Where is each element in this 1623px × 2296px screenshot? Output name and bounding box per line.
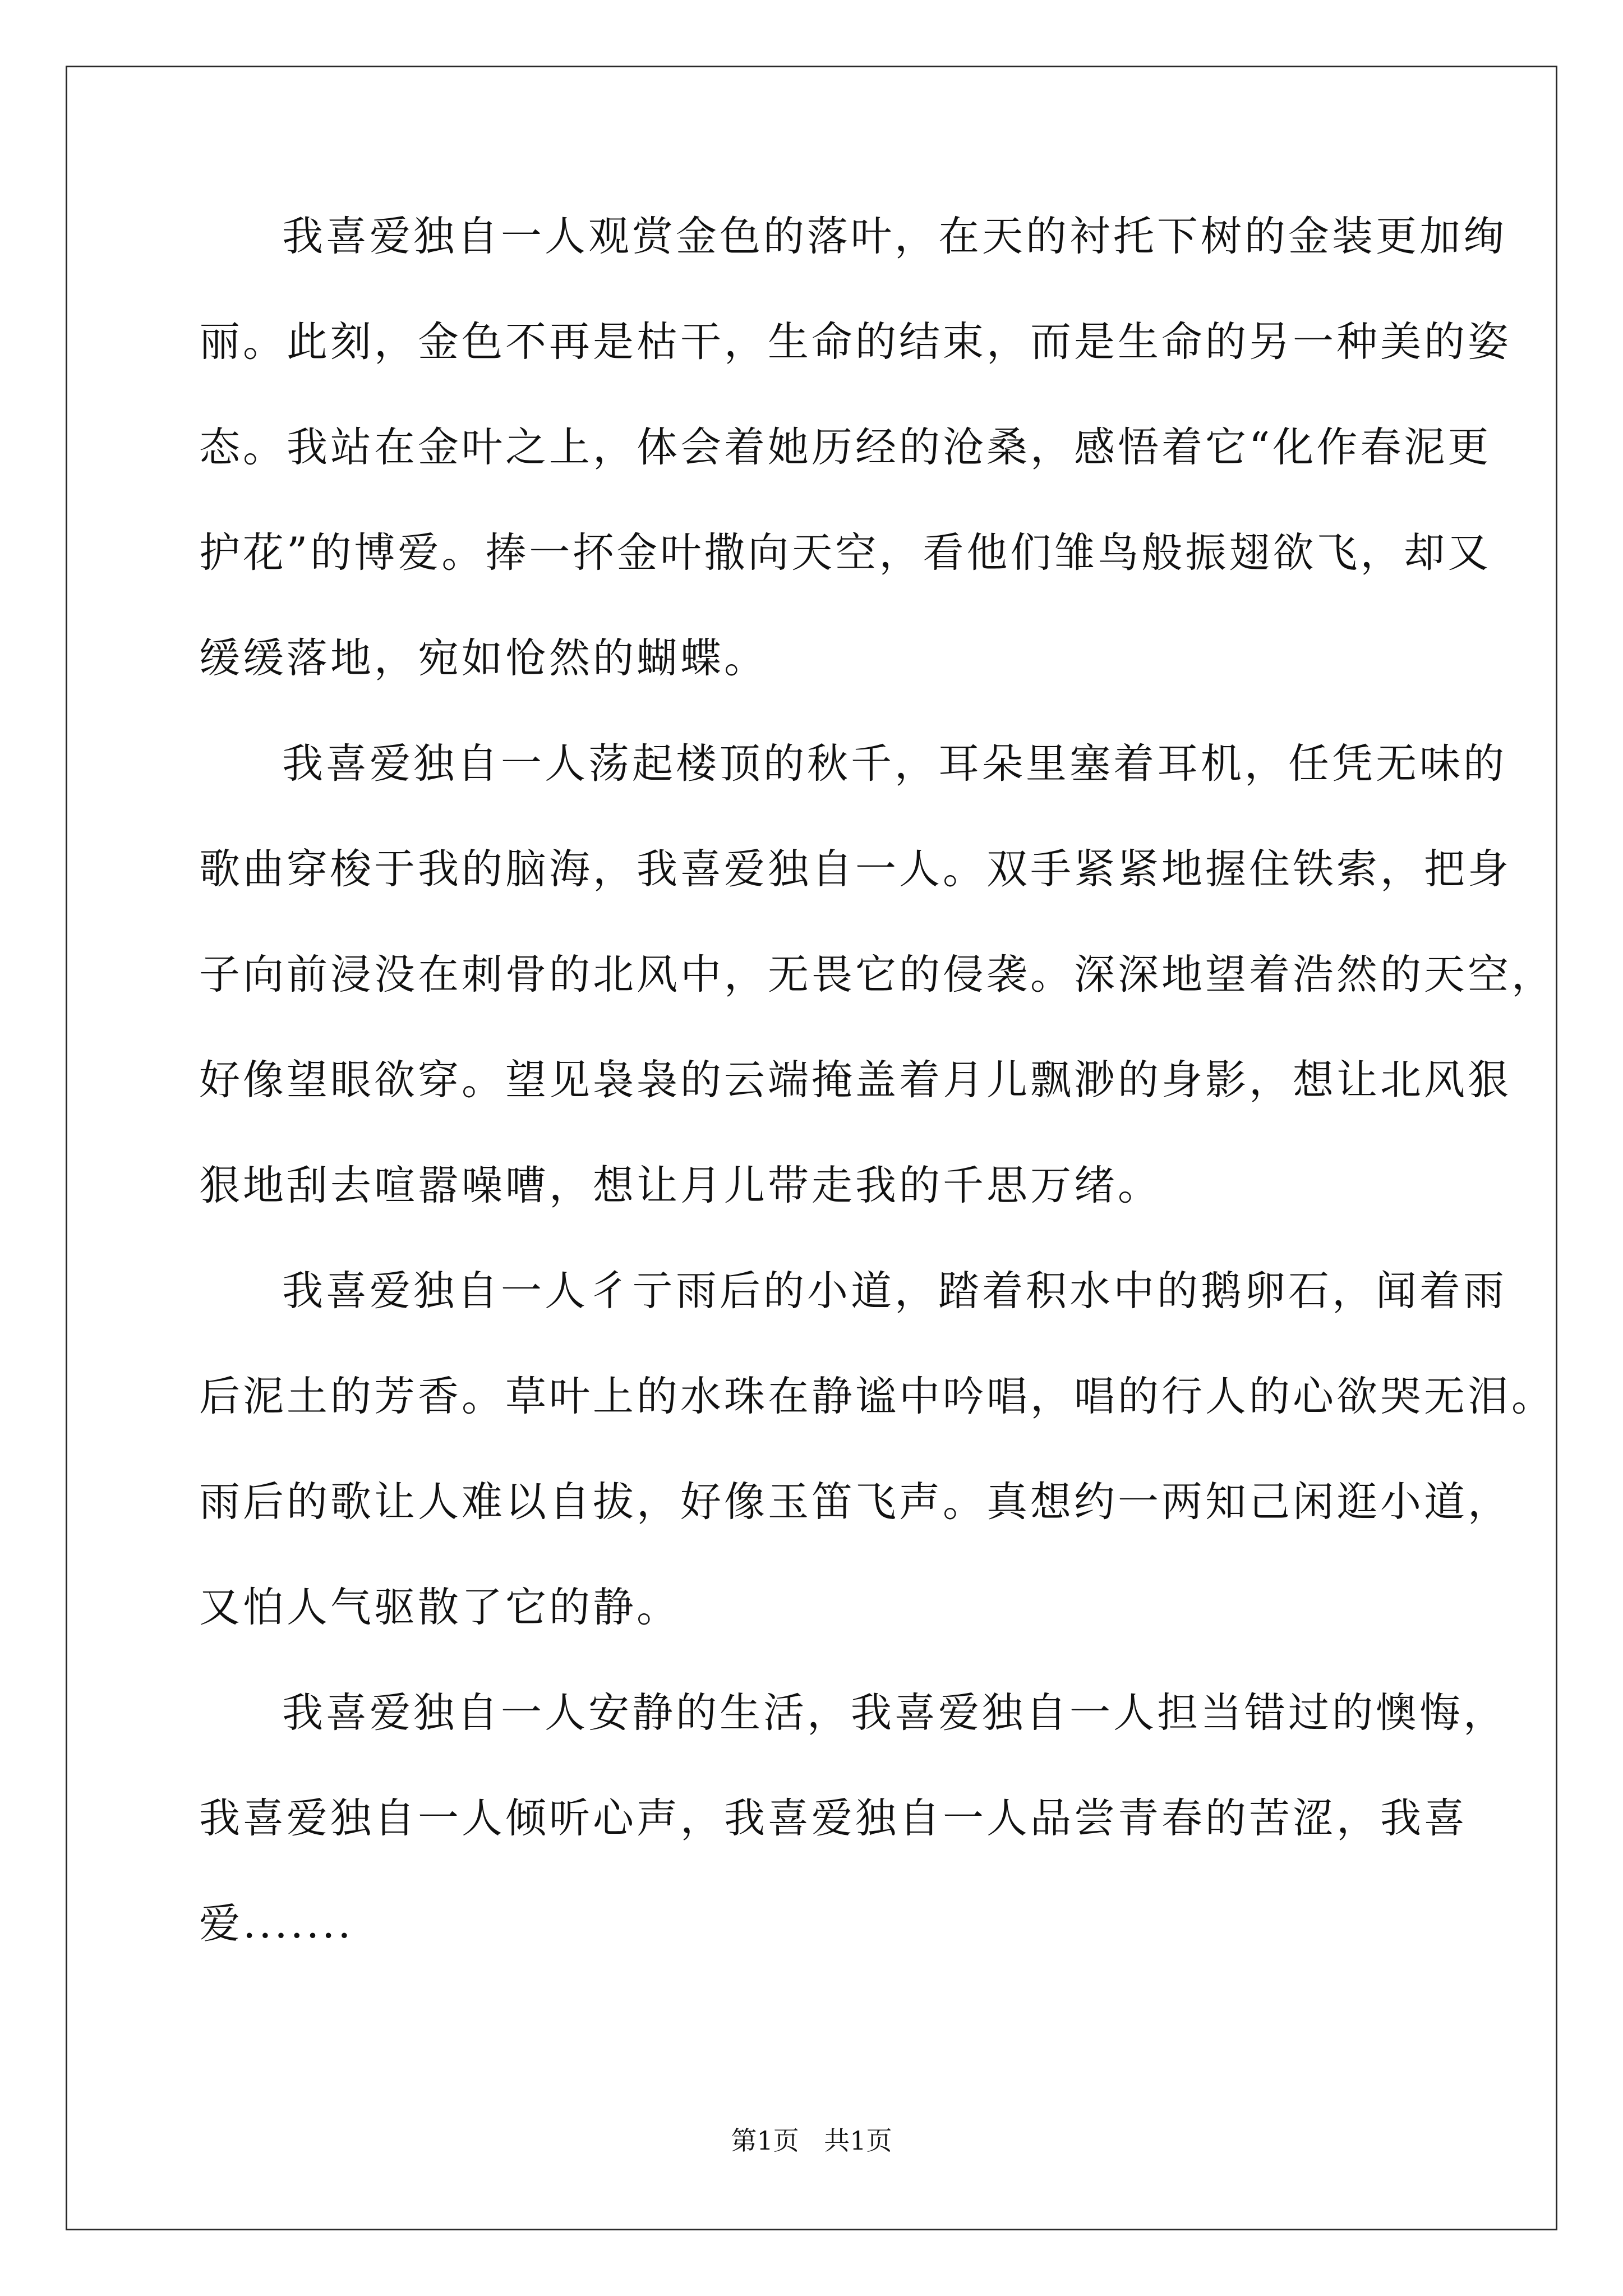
paragraph-1 — [199, 213, 1511, 743]
paragraph-line: 后泥土的芳香。草叶上的水珠在静谧中吟唱，唱的行人的心欲哭无泪。 — [199, 1373, 1555, 1420]
paragraph-line: 护花”的博爱。捧一抔金叶撒向天空，看他们雏鸟般振翅欲飞，却又 — [199, 529, 1492, 577]
essay-body — [199, 213, 1555, 2009]
paragraph-line: 丽。此刻，金色不再是枯干，生命的结束，而是生命的另一种美的姿 — [199, 318, 1511, 366]
paragraph-line: 又怕人气驱散了它的静。 — [199, 1584, 680, 1631]
paragraph-line: 我喜爱独自一人荡起楼顶的秋千，耳朵里塞着耳机，任凭无味的 — [282, 740, 1507, 788]
paragraph-line: 我喜爱独自一人倾听心声，我喜爱独自一人品尝青春的苦涩，我喜 — [199, 1795, 1468, 1842]
paragraph-line: 态。我站在金叶之上，体会着她历经的沧桑，感悟着它“化作春泥更 — [199, 424, 1492, 471]
paragraph-line: 子向前浸没在刺骨的北风中，无畏它的侵袭。深深地望着浩然的天空， — [199, 951, 1555, 999]
page-number-footer: 第1页 共1页 — [731, 2125, 892, 2156]
paragraph-line: 雨后的歌让人难以自拔，好像玉笛飞声。真想约一两知己闲逛小道， — [199, 1478, 1511, 1526]
paragraph-line: 歌曲穿梭于我的脑海，我喜爱独自一人。双手紧紧地握住铁索，把身 — [199, 845, 1511, 893]
paragraph-line: 我喜爱独自一人观赏金色的落叶，在天的衬托下树的金装更加绚 — [282, 213, 1507, 260]
paragraph-3 — [199, 1267, 1555, 1692]
paragraph-4 — [199, 1689, 1507, 2009]
paragraph-line: 我喜爱独自一人彳亍雨后的小道，踏着积水中的鹅卵石，闻着雨 — [282, 1267, 1507, 1315]
paragraph-line: 爱....... — [199, 1900, 354, 1948]
paragraph-line: 狠地刮去喧嚣噪嘈，想让月儿带走我的千思万绪。 — [199, 1162, 1161, 1209]
paragraph-line: 我喜爱独自一人安静的生活，我喜爱独自一人担当错过的懊悔， — [282, 1689, 1507, 1737]
paragraph-line: 缓缓落地，宛如怆然的蝴蝶。 — [199, 634, 768, 682]
paragraph-line: 好像望眼欲穿。望见袅袅的云端掩盖着月儿飘渺的身影，想让北风狠 — [199, 1056, 1511, 1104]
paragraph-2 — [199, 740, 1555, 1271]
